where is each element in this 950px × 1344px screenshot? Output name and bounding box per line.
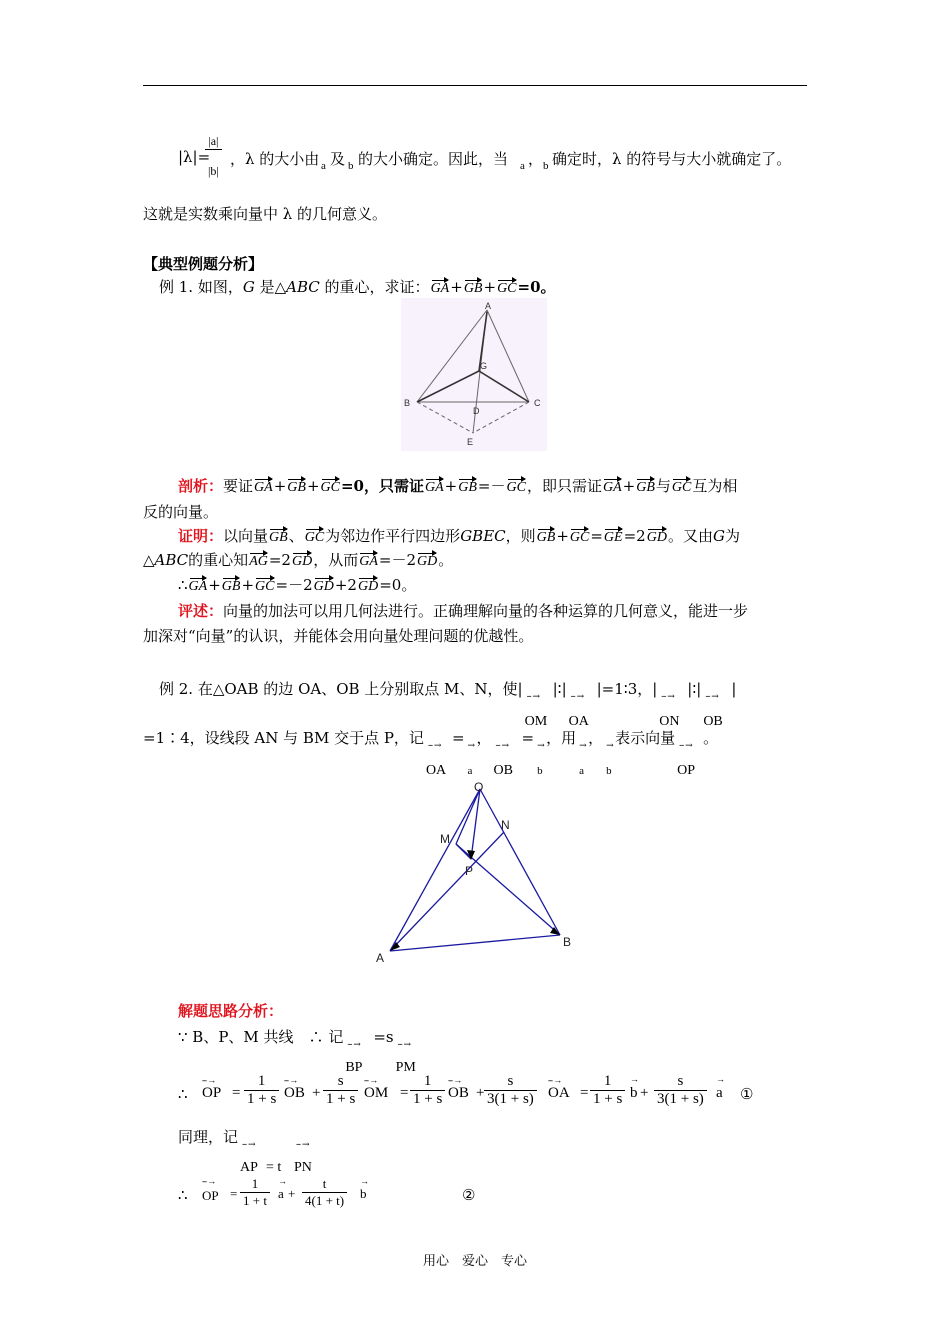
segment-an: [390, 832, 504, 951]
lambda-fraction: $\frac{|a|}{|b|}$: [205, 134, 222, 179]
label-n: N: [501, 818, 510, 832]
proof-line3: ∴GA+GB+GC=－2GD+2GD=0。: [178, 576, 417, 594]
header-rule: [143, 85, 807, 86]
label-o: O: [474, 780, 484, 794]
side-ob: [480, 789, 560, 935]
proof-line2: △ABC的重心知AG=2GD，从而GA=－2GD。: [143, 551, 454, 569]
triangle-oab-figure: [370, 775, 580, 970]
label-m: M: [440, 832, 450, 846]
lambda-meaning: 这就是实数乘向量中 λ 的几何意义。: [143, 205, 388, 223]
label-b: B: [404, 398, 411, 408]
analysis-line1: 剖析：要证GA+GB+GC=0，只需证GA+GB=－GC，即只需证GA+GB与GC互为相: [178, 477, 738, 495]
label-b2: B: [563, 935, 572, 949]
comment-line2: 加深对“向量”的认识，并能体会用向量处理问题的优越性。: [143, 627, 534, 645]
label-a2: A: [376, 951, 385, 965]
label-d: D: [473, 406, 480, 416]
solution-line1: ∵ B、P、M 共线 ∴ 记 -- → BP =s -- → PM: [178, 1028, 416, 1075]
label-p: P: [465, 864, 474, 878]
section-title: 【典型例题分析】: [143, 255, 264, 273]
solution-title: 解题思路分析：: [178, 1002, 284, 1020]
comment-line1: 评述：向量的加法可以用几何法进行。正确理解向量的各种运算的几何意义，能进一步: [178, 602, 749, 620]
label-g: G: [480, 361, 488, 371]
label-e: E: [467, 437, 474, 447]
centroid-figure: [401, 298, 547, 451]
label-a: A: [485, 301, 492, 311]
example2-line2: =1∶4，设线段 AN 与 BM 交于点 P，记 -- → OA = → a ， -- → OB = → b ，用 → a ， → b 表示向量 -- → OP 。: [143, 729, 719, 778]
label-c: C: [534, 398, 541, 408]
analysis-line2: 反的向量。: [143, 503, 219, 521]
side-ab: [390, 935, 560, 951]
example2-line1: 例 2. 在△OAB 的边 OA、OB 上分别取点 M、N，使| -- → OM |∶| -- → OA |=1∶3，| -- → ON |∶| -- → OB |: [159, 680, 737, 729]
page-footer: 用心 爱心 专心: [422, 1254, 527, 1269]
example1-statement: 例 1. 如图，G 是△ABC 的重心，求证：GA+GB+GC=0。: [159, 278, 556, 296]
solution-line3: 同理，记 -- → AP -- → = t PN: [178, 1128, 312, 1175]
proof-line1: 证明：以向量GB、GC为邻边作平行四边形GBEC，则GB+GC=GE=2GD。又由G为: [178, 527, 740, 545]
